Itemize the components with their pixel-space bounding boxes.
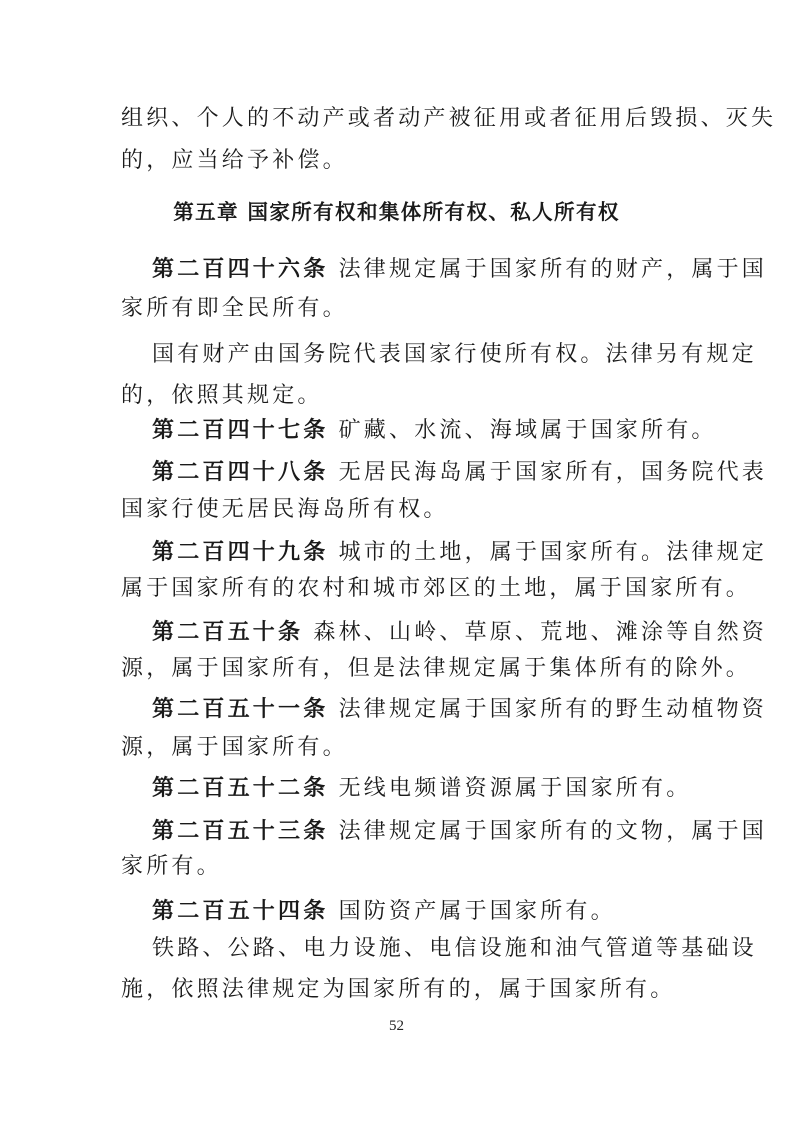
article-number: 第二百四十六条 (152, 256, 329, 282)
text-line: 属于国家所有的农村和城市郊区的土地，属于国家所有。 (121, 576, 752, 601)
article-text: 无居民海岛属于国家所有，国务院代表 (328, 460, 768, 485)
text-line: 铁路、公路、电力设施、电信设施和油气管道等基础设 (152, 936, 757, 961)
text-line: 的，应当给予补偿。 (121, 148, 348, 173)
article-248 (152, 459, 768, 485)
article-number: 第二百五十四条 (152, 898, 329, 924)
text-line: 家所有即全民所有。 (121, 296, 348, 321)
chapter-title: 第五章 国家所有权和集体所有权、私人所有权 (173, 200, 620, 224)
article-text: 法律规定属于国家所有的财产，属于国 (328, 257, 768, 282)
text-line: 施，依照法律规定为国家所有的，属于国家所有。 (121, 977, 676, 1002)
article-250 (152, 619, 767, 645)
article-246 (152, 256, 768, 282)
article-249 (152, 539, 768, 565)
article-text: 矿藏、水流、海域属于国家所有。 (328, 418, 717, 443)
text-line: 的，依照其规定。 (121, 383, 323, 408)
article-number: 第二百五十三条 (152, 818, 329, 844)
text-line: 国有财产由国务院代表国家行使所有权。法律另有规定 (152, 342, 757, 367)
article-254 (152, 899, 712, 924)
article-text: 无线电频谱资源属于国家所有。 (328, 776, 692, 801)
article-text: 国防资产属于国家所有。 (328, 899, 616, 924)
page-number: 52 (389, 1018, 404, 1034)
text-line: 家所有。 (121, 854, 222, 879)
text-line: 源，属于国家所有，但是法律规定属于集体所有的除外。 (121, 656, 752, 681)
text-line: 国家行使无居民海岛所有权。 (121, 497, 449, 522)
article-text: 法律规定属于国家所有的文物，属于国 (328, 819, 768, 844)
text-line: 组织、个人的不动产或者动产被征用或者征用后毁损、灭失 (121, 106, 777, 131)
article-number: 第二百五十条 (152, 619, 304, 645)
article-number: 第二百四十九条 (152, 539, 329, 565)
article-number: 第二百五十二条 (152, 775, 329, 801)
article-251 (152, 696, 768, 722)
article-252 (152, 776, 712, 801)
article-number: 第二百四十八条 (152, 459, 329, 485)
text-line: 源，属于国家所有。 (121, 735, 348, 760)
article-number: 第二百四十七条 (152, 417, 329, 443)
article-number: 第二百五十一条 (152, 696, 329, 722)
article-253 (152, 818, 768, 844)
article-text: 城市的土地，属于国家所有。法律规定 (328, 540, 768, 565)
article-text: 法律规定属于国家所有的野生动植物资 (328, 697, 768, 722)
article-247 (152, 417, 717, 443)
article-text: 森林、山岭、草原、荒地、滩涂等自然资 (303, 620, 767, 645)
